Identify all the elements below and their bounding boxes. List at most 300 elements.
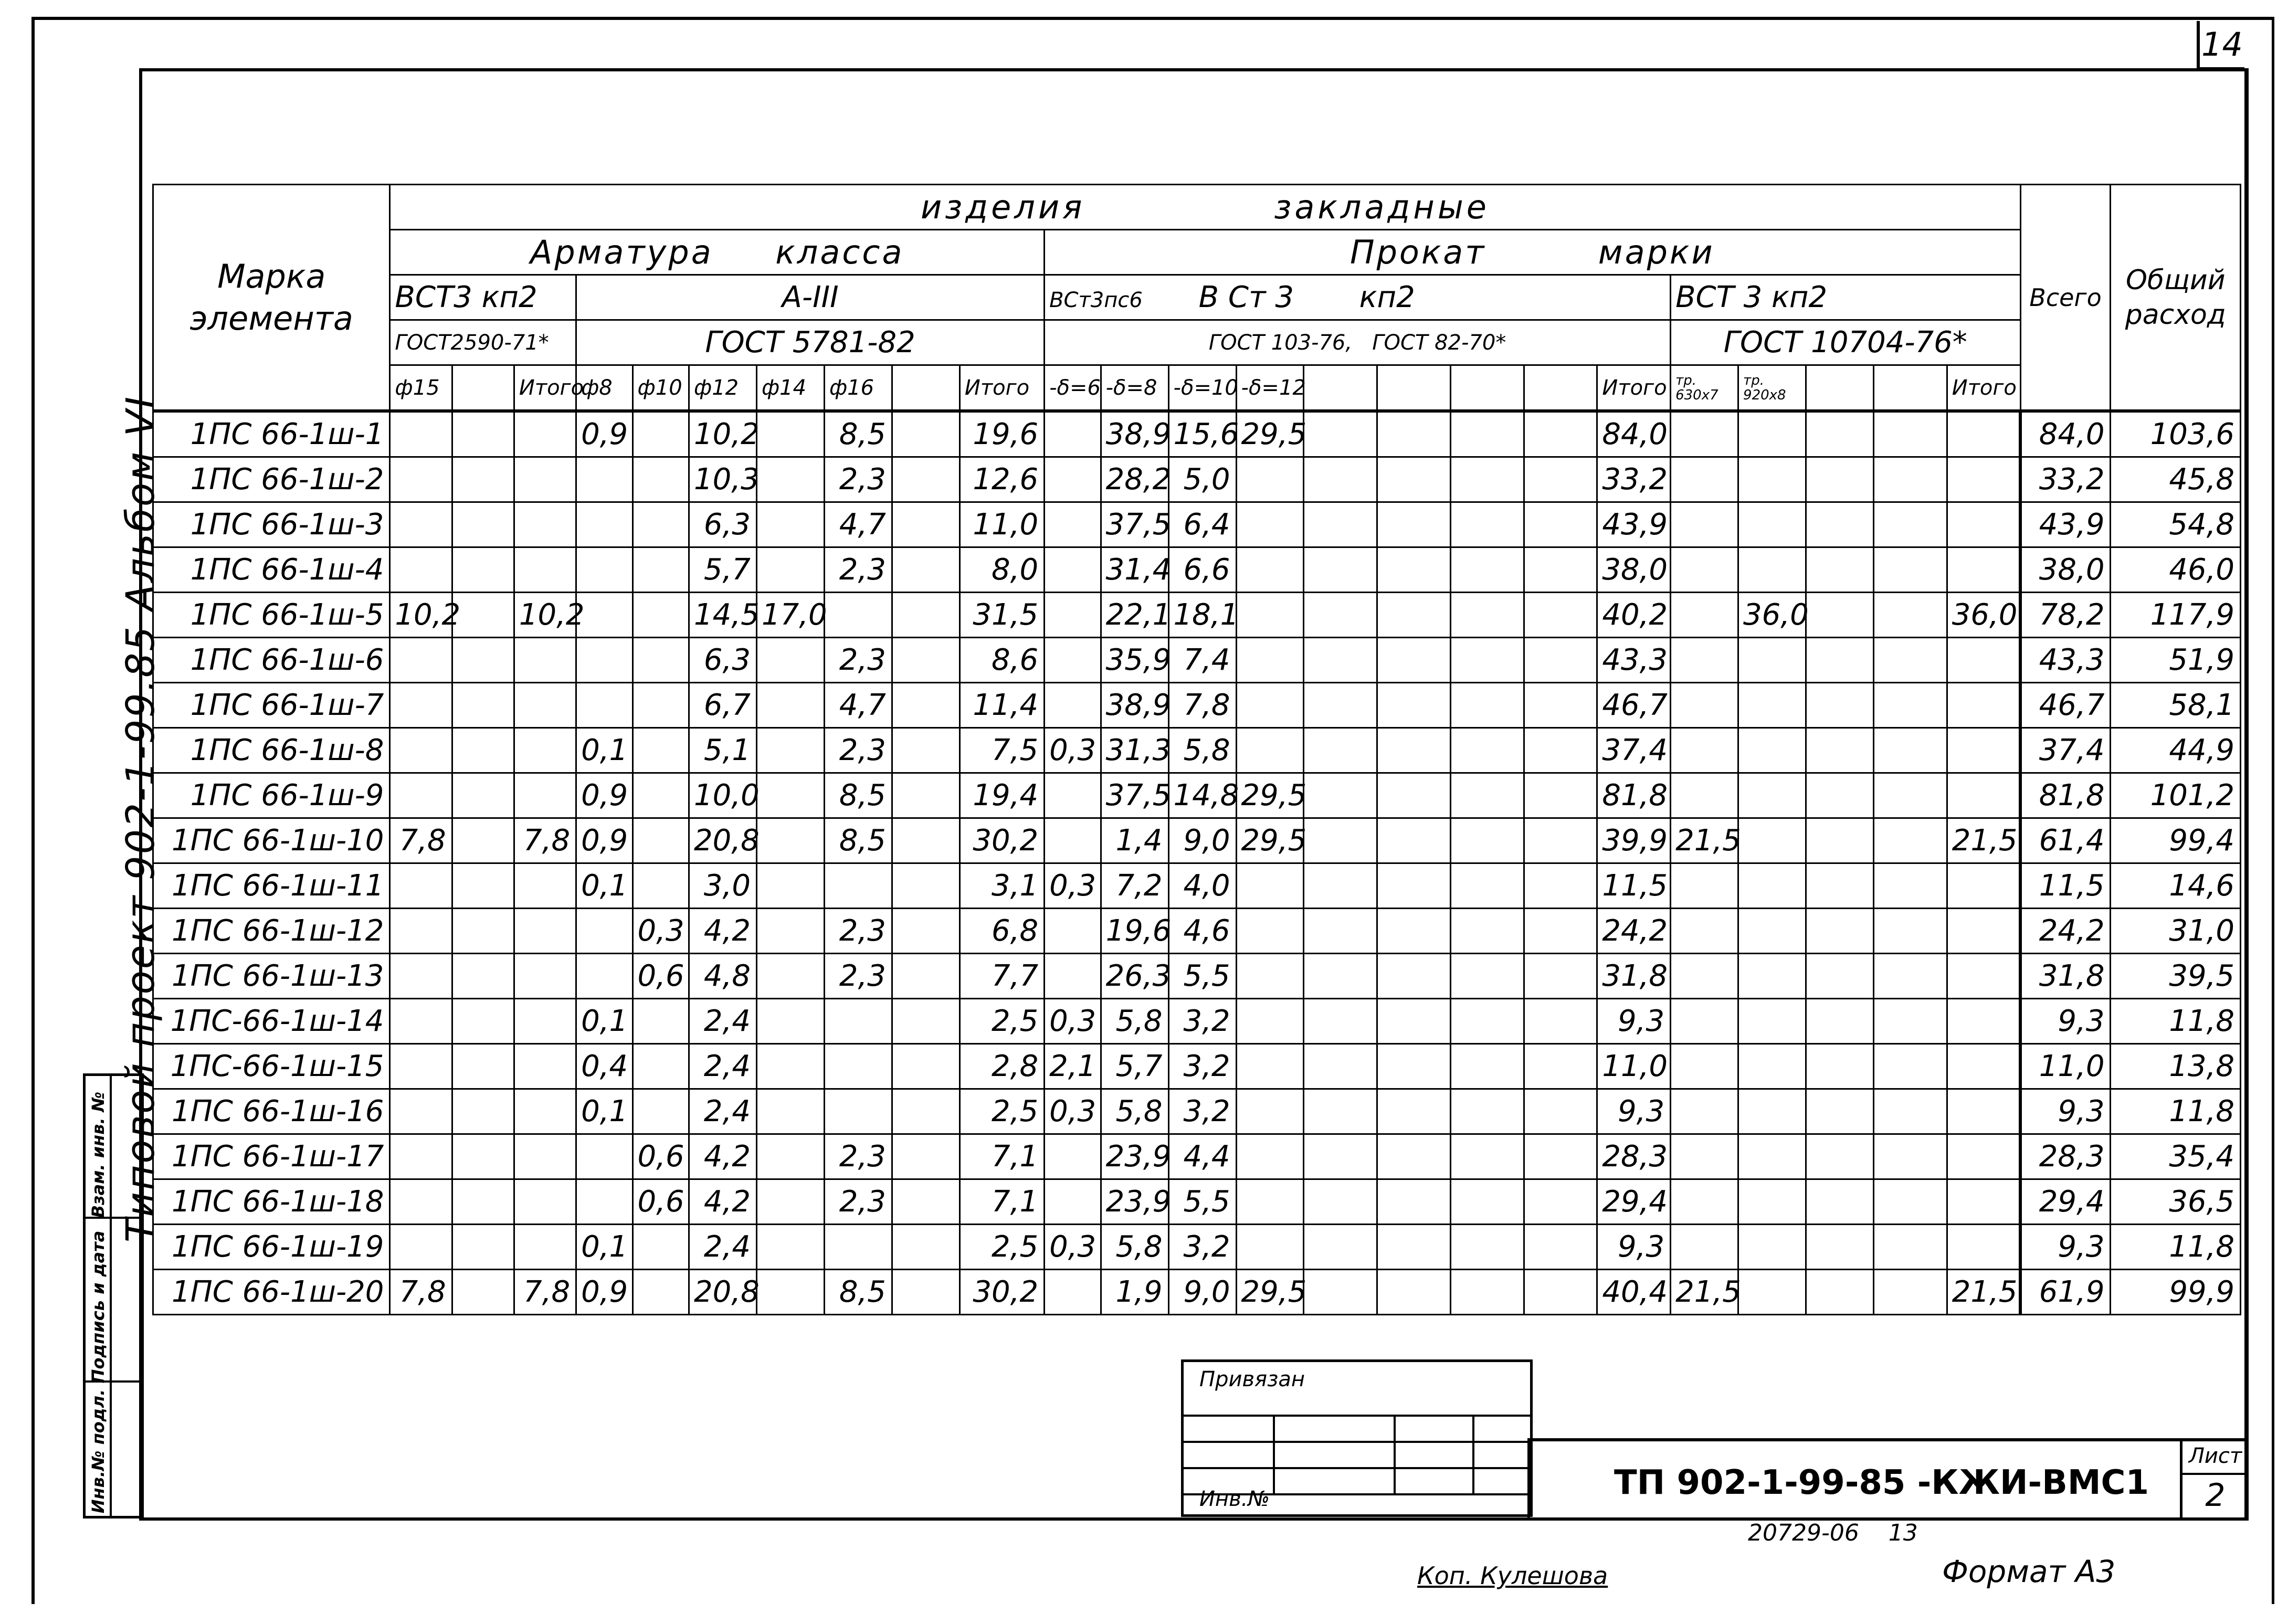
quantity-cell — [1738, 1225, 1806, 1270]
quantity-cell — [632, 457, 689, 502]
quantity-cell — [1738, 1134, 1806, 1179]
general-expense-cell: 11,8 — [2111, 1225, 2241, 1270]
quantity-cell — [1947, 1179, 2020, 1225]
quantity-cell — [632, 502, 689, 547]
quantity-cell: 2,5 — [960, 1225, 1044, 1270]
quantity-cell — [1738, 1179, 1806, 1225]
quantity-cell — [390, 863, 452, 909]
quantity-cell — [514, 909, 576, 954]
vsego-cell: 11,5 — [2020, 863, 2111, 909]
quantity-cell — [892, 773, 960, 818]
quantity-cell — [632, 593, 689, 638]
quantity-cell: 0,9 — [576, 818, 632, 863]
stamp-line — [1184, 1415, 1530, 1417]
quantity-cell — [1236, 1179, 1304, 1225]
quantity-cell — [756, 999, 824, 1044]
quantity-cell — [892, 411, 960, 457]
general-expense-cell: 46,0 — [2111, 547, 2241, 593]
gost103-label: ГОСТ 103-76, — [1208, 330, 1353, 355]
quantity-cell: 3,2 — [1168, 1225, 1236, 1270]
quantity-cell — [1304, 683, 1377, 728]
quantity-cell — [1045, 909, 1101, 954]
quantity-cell — [1524, 1225, 1597, 1270]
sub-header-cell: -δ=10 — [1168, 365, 1236, 412]
quantity-cell — [632, 728, 689, 773]
table-row — [153, 1179, 2241, 1225]
quantity-cell — [632, 818, 689, 863]
gost2590-header: ГОСТ2590-71* — [390, 320, 576, 365]
quantity-cell: 29,5 — [1236, 1270, 1304, 1315]
sub-header-cell: тр. 920x8 — [1738, 365, 1806, 412]
element-mark-cell: 1ПС 66-1ш-13 — [153, 954, 390, 999]
quantity-cell: 8,6 — [960, 638, 1044, 683]
quantity-cell: 0,1 — [576, 728, 632, 773]
quantity-cell — [1524, 909, 1597, 954]
quantity-cell — [390, 1044, 452, 1089]
header-row-5 — [153, 365, 2241, 412]
quantity-cell — [1304, 909, 1377, 954]
quantity-cell — [1377, 1044, 1451, 1089]
quantity-cell — [1738, 1089, 1806, 1134]
quantity-cell — [1377, 638, 1451, 683]
quantity-cell: 38,0 — [1597, 547, 1671, 593]
quantity-cell — [1738, 502, 1806, 547]
quantity-cell: 4,8 — [689, 954, 757, 999]
sub-header-cell: ф15 — [390, 365, 452, 412]
quantity-cell — [1524, 1044, 1597, 1089]
quantity-cell: 21,5 — [1947, 818, 2020, 863]
quantity-cell — [1450, 547, 1524, 593]
quantity-cell: 36,0 — [1738, 593, 1806, 638]
side-approval-strip — [83, 1073, 144, 1518]
quantity-cell: 37,5 — [1101, 773, 1168, 818]
general-expense-cell: 103,6 — [2111, 411, 2241, 457]
quantity-cell — [514, 502, 576, 547]
quantity-cell: 6,4 — [1168, 502, 1236, 547]
vsego-cell: 29,4 — [2020, 1179, 2111, 1225]
stamp-line — [1184, 1441, 1530, 1443]
quantity-cell: 0,6 — [632, 954, 689, 999]
vsego-cell: 31,8 — [2020, 954, 2111, 999]
quantity-cell — [1671, 1179, 1738, 1225]
quantity-cell — [1671, 728, 1738, 773]
sub-header-cell — [1304, 365, 1377, 412]
quantity-cell — [1377, 1089, 1451, 1134]
quantity-cell: 39,9 — [1597, 818, 1671, 863]
quantity-cell — [452, 411, 514, 457]
table-row — [153, 863, 2241, 909]
quantity-cell — [1806, 954, 1874, 999]
quantity-cell: 0,1 — [576, 1225, 632, 1270]
quantity-cell — [1524, 1179, 1597, 1225]
quantity-cell — [576, 1179, 632, 1225]
quantity-cell — [1873, 1044, 1947, 1089]
quantity-cell — [1873, 593, 1947, 638]
quantity-cell — [1806, 1044, 1874, 1089]
quantity-cell: 21,5 — [1947, 1270, 2020, 1315]
quantity-cell — [576, 1134, 632, 1179]
quantity-cell — [1377, 593, 1451, 638]
quantity-cell — [1236, 909, 1304, 954]
quantity-cell: 29,5 — [1236, 411, 1304, 457]
general-expense-cell: 117,9 — [2111, 593, 2241, 638]
quantity-cell — [756, 728, 824, 773]
quantity-cell: 0,1 — [576, 999, 632, 1044]
quantity-cell — [1524, 954, 1597, 999]
quantity-cell: 4,6 — [1168, 909, 1236, 954]
quantity-cell — [1304, 999, 1377, 1044]
quantity-cell — [1671, 909, 1738, 954]
quantity-cell — [1873, 1225, 1947, 1270]
quantity-cell — [452, 593, 514, 638]
quantity-cell — [824, 999, 892, 1044]
quantity-cell — [1806, 683, 1874, 728]
quantity-cell: 4,7 — [824, 502, 892, 547]
quantity-cell — [1045, 457, 1101, 502]
quantity-cell: 19,6 — [960, 411, 1044, 457]
table-row — [153, 909, 2241, 954]
quantity-cell — [1947, 502, 2020, 547]
element-mark-cell: 1ПС 66-1ш-16 — [153, 1089, 390, 1134]
general-expense-cell: 13,8 — [2111, 1044, 2241, 1089]
quantity-cell — [1873, 547, 1947, 593]
quantity-cell — [1524, 1089, 1597, 1134]
quantity-cell: 23,9 — [1101, 1179, 1168, 1225]
spec-table-body — [153, 411, 2241, 1315]
quantity-cell — [1450, 457, 1524, 502]
sub-header-cell — [1524, 365, 1597, 412]
quantity-cell: 2,4 — [689, 1089, 757, 1134]
vsego-cell: 84,0 — [2020, 411, 2111, 457]
quantity-cell — [1236, 547, 1304, 593]
quantity-cell: 5,8 — [1168, 728, 1236, 773]
sub-header-cell — [892, 365, 960, 412]
quantity-cell — [1671, 863, 1738, 909]
quantity-cell: 5,0 — [1168, 457, 1236, 502]
quantity-cell: 6,3 — [689, 638, 757, 683]
vsego-cell: 24,2 — [2020, 909, 2111, 954]
copied-by: Коп. Кулешова — [1417, 1562, 1608, 1590]
quantity-cell — [1947, 1134, 2020, 1179]
quantity-cell — [452, 954, 514, 999]
quantity-cell — [1873, 1134, 1947, 1179]
quantity-cell — [1377, 457, 1451, 502]
quantity-cell — [1671, 773, 1738, 818]
quantity-cell: 2,3 — [824, 909, 892, 954]
order-number-main: 20729-06 — [1748, 1520, 1859, 1546]
order-number-suffix: 13 — [1888, 1520, 1918, 1546]
quantity-cell — [756, 502, 824, 547]
prokat-label: Прокат — [1349, 233, 1486, 271]
quantity-cell: 7,4 — [1168, 638, 1236, 683]
inv-podl-label: Инв.№ подл. — [88, 1389, 108, 1514]
podpis-data-label: Подпись и дата — [88, 1230, 108, 1384]
quantity-cell — [1045, 638, 1101, 683]
quantity-cell: 40,2 — [1597, 593, 1671, 638]
quantity-cell — [1236, 863, 1304, 909]
quantity-cell: 30,2 — [960, 1270, 1044, 1315]
quantity-cell — [1524, 1134, 1597, 1179]
header-row-2 — [153, 230, 2241, 275]
sub-header-cell: Итого — [1947, 365, 2020, 412]
quantity-cell — [1947, 999, 2020, 1044]
element-mark-cell: 1ПС 66-1ш-8 — [153, 728, 390, 773]
quantity-cell: 20,8 — [689, 818, 757, 863]
table-row — [153, 1225, 2241, 1270]
quantity-cell — [1947, 457, 2020, 502]
quantity-cell: 22,1 — [1101, 593, 1168, 638]
quantity-cell — [1873, 818, 1947, 863]
quantity-cell — [390, 502, 452, 547]
quantity-cell — [1947, 1044, 2020, 1089]
quantity-cell — [824, 593, 892, 638]
quantity-cell — [1806, 1089, 1874, 1134]
quantity-cell — [1947, 863, 2020, 909]
quantity-cell — [1738, 411, 1806, 457]
quantity-cell: 26,3 — [1101, 954, 1168, 999]
quantity-cell — [756, 1044, 824, 1089]
general-expense-cell: 54,8 — [2111, 502, 2241, 547]
quantity-cell — [1450, 954, 1524, 999]
quantity-cell: 21,5 — [1671, 1270, 1738, 1315]
quantity-cell — [892, 863, 960, 909]
quantity-cell: 2,8 — [960, 1044, 1044, 1089]
quantity-cell — [1524, 818, 1597, 863]
quantity-cell — [452, 1179, 514, 1225]
quantity-cell: 7,1 — [960, 1134, 1044, 1179]
quantity-cell — [1304, 954, 1377, 999]
quantity-cell — [576, 502, 632, 547]
quantity-cell: 0,3 — [1045, 1225, 1101, 1270]
gost5781-header: ГОСТ 5781-82 — [576, 320, 1045, 365]
quantity-cell: 2,4 — [689, 1225, 757, 1270]
quantity-cell — [390, 728, 452, 773]
element-mark-cell: 1ПС-66-1ш-15 — [153, 1044, 390, 1089]
quantity-cell: 7,2 — [1101, 863, 1168, 909]
quantity-cell — [1947, 1089, 2020, 1134]
quantity-cell — [1450, 818, 1524, 863]
quantity-cell — [824, 863, 892, 909]
quantity-cell — [1524, 683, 1597, 728]
quantity-cell — [576, 683, 632, 728]
zakladnye-label: закладные — [1274, 188, 1490, 226]
quantity-cell — [632, 1225, 689, 1270]
quantity-cell: 5,1 — [689, 728, 757, 773]
quantity-cell: 7,8 — [390, 1270, 452, 1315]
quantity-cell: 3,1 — [960, 863, 1044, 909]
quantity-cell: 9,3 — [1597, 999, 1671, 1044]
table-row — [153, 1134, 2241, 1179]
quantity-cell — [1671, 502, 1738, 547]
quantity-cell — [1947, 773, 2020, 818]
quantity-cell — [1806, 502, 1874, 547]
quantity-cell: 8,5 — [824, 818, 892, 863]
quantity-cell: 8,5 — [824, 411, 892, 457]
quantity-cell: 11,0 — [1597, 1044, 1671, 1089]
quantity-cell: 7,8 — [514, 818, 576, 863]
quantity-cell — [756, 638, 824, 683]
quantity-cell — [756, 954, 824, 999]
vsego-cell: 78,2 — [2020, 593, 2111, 638]
quantity-cell: 11,4 — [960, 683, 1044, 728]
quantity-cell — [452, 863, 514, 909]
quantity-cell — [1304, 728, 1377, 773]
quantity-cell — [514, 1134, 576, 1179]
table-row — [153, 773, 2241, 818]
quantity-cell — [756, 547, 824, 593]
vst3-header — [1045, 275, 1671, 320]
quantity-cell: 9,0 — [1168, 818, 1236, 863]
gost10704-header: ГОСТ 10704-76* — [1671, 320, 2020, 365]
vsego-cell: 81,8 — [2020, 773, 2111, 818]
quantity-cell — [514, 863, 576, 909]
quantity-cell — [1304, 1044, 1377, 1089]
table-row — [153, 1270, 2241, 1315]
quantity-cell: 10,3 — [689, 457, 757, 502]
quantity-cell: 2,3 — [824, 728, 892, 773]
quantity-cell — [1236, 999, 1304, 1044]
quantity-cell — [514, 728, 576, 773]
quantity-cell — [1304, 1179, 1377, 1225]
quantity-cell — [1377, 1225, 1451, 1270]
quantity-cell: 31,5 — [960, 593, 1044, 638]
general-expense-cell: 36,5 — [2111, 1179, 2241, 1225]
quantity-cell — [892, 457, 960, 502]
quantity-cell — [1524, 547, 1597, 593]
prokat-header — [1045, 230, 2020, 275]
quantity-cell — [1045, 773, 1101, 818]
quantity-cell — [892, 954, 960, 999]
quantity-cell — [1304, 1134, 1377, 1179]
izdelia-zakladnye-header — [390, 185, 2020, 230]
quantity-cell — [1304, 1225, 1377, 1270]
quantity-cell — [576, 909, 632, 954]
quantity-cell — [1947, 728, 2020, 773]
quantity-cell — [1236, 638, 1304, 683]
quantity-cell — [632, 1044, 689, 1089]
quantity-cell — [1236, 683, 1304, 728]
element-mark-cell: 1ПС 66-1ш-2 — [153, 457, 390, 502]
table-row — [153, 502, 2241, 547]
quantity-cell — [1304, 773, 1377, 818]
quantity-cell — [632, 1089, 689, 1134]
quantity-cell: 7,1 — [960, 1179, 1044, 1225]
general-expense-cell: 99,9 — [2111, 1270, 2241, 1315]
sub-header-cell: Итого — [1597, 365, 1671, 412]
general-expense-cell: 99,4 — [2111, 818, 2241, 863]
table-row — [153, 954, 2241, 999]
quantity-cell — [1236, 1089, 1304, 1134]
quantity-cell — [892, 1225, 960, 1270]
quantity-cell — [1806, 773, 1874, 818]
quantity-cell: 2,4 — [689, 1044, 757, 1089]
quantity-cell — [1738, 999, 1806, 1044]
quantity-cell — [1377, 411, 1451, 457]
vsego-cell: 43,9 — [2020, 502, 2111, 547]
quantity-cell — [1236, 1225, 1304, 1270]
stamp-line — [1184, 1467, 1530, 1469]
quantity-cell — [632, 411, 689, 457]
vzam-inv-label: Взам. инв. № — [88, 1091, 108, 1218]
quantity-cell — [390, 411, 452, 457]
quantity-cell: 1,9 — [1101, 1270, 1168, 1315]
quantity-cell — [514, 954, 576, 999]
quantity-cell: 7,8 — [514, 1270, 576, 1315]
quantity-cell — [1671, 1225, 1738, 1270]
quantity-cell: 2,3 — [824, 1134, 892, 1179]
quantity-cell — [892, 1089, 960, 1134]
quantity-cell — [1304, 502, 1377, 547]
vsego-header: Всего — [2020, 185, 2111, 412]
element-mark-cell: 1ПС 66-1ш-4 — [153, 547, 390, 593]
quantity-cell — [1236, 593, 1304, 638]
quantity-cell: 14,5 — [689, 593, 757, 638]
quantity-cell — [514, 1179, 576, 1225]
vsego-cell: 61,9 — [2020, 1270, 2111, 1315]
quantity-cell: 37,5 — [1101, 502, 1168, 547]
quantity-cell — [1377, 773, 1451, 818]
quantity-cell — [892, 1044, 960, 1089]
table-row — [153, 1044, 2241, 1089]
quantity-cell — [1304, 818, 1377, 863]
quantity-cell — [576, 638, 632, 683]
quantity-cell: 43,3 — [1597, 638, 1671, 683]
quantity-cell: 2,1 — [1045, 1044, 1101, 1089]
table-row — [153, 683, 2241, 728]
quantity-cell — [1377, 999, 1451, 1044]
quantity-cell: 81,8 — [1597, 773, 1671, 818]
quantity-cell: 10,0 — [689, 773, 757, 818]
quantity-cell — [452, 457, 514, 502]
quantity-cell: 7,7 — [960, 954, 1044, 999]
quantity-cell: 38,9 — [1101, 683, 1168, 728]
sub-header-cell — [1450, 365, 1524, 412]
quantity-cell: 21,5 — [1671, 818, 1738, 863]
quantity-cell — [1045, 818, 1101, 863]
quantity-cell: 2,3 — [824, 954, 892, 999]
quantity-cell — [1806, 728, 1874, 773]
quantity-cell — [1806, 1134, 1874, 1179]
privyazan-label: Привязан — [1199, 1367, 1305, 1391]
quantity-cell — [632, 638, 689, 683]
table-row — [153, 638, 2241, 683]
quantity-cell — [1873, 683, 1947, 728]
quantity-cell: 0,9 — [576, 411, 632, 457]
gost103-82-header — [1045, 320, 1671, 365]
element-mark-cell: 1ПС 66-1ш-20 — [153, 1270, 390, 1315]
quantity-cell — [1671, 457, 1738, 502]
quantity-cell — [1738, 683, 1806, 728]
quantity-cell — [514, 1225, 576, 1270]
quantity-cell — [452, 502, 514, 547]
quantity-cell — [632, 683, 689, 728]
element-mark-cell: 1ПС-66-1ш-14 — [153, 999, 390, 1044]
quantity-cell: 3,2 — [1168, 1089, 1236, 1134]
quantity-cell: 31,3 — [1101, 728, 1168, 773]
a3-header: А-III — [576, 275, 1045, 320]
quantity-cell — [1045, 1179, 1101, 1225]
general-expense-cell: 35,4 — [2111, 1134, 2241, 1179]
quantity-cell — [1045, 954, 1101, 999]
quantity-cell — [1304, 1089, 1377, 1134]
quantity-cell: 2,3 — [824, 638, 892, 683]
inv-no-label: Инв.№ — [1199, 1487, 1270, 1511]
quantity-cell — [1450, 1225, 1524, 1270]
vsego-cell: 33,2 — [2020, 457, 2111, 502]
sub-header-cell: -δ=8 — [1101, 365, 1168, 412]
element-mark-cell: 1ПС 66-1ш-11 — [153, 863, 390, 909]
general-expense-cell: 45,8 — [2111, 457, 2241, 502]
